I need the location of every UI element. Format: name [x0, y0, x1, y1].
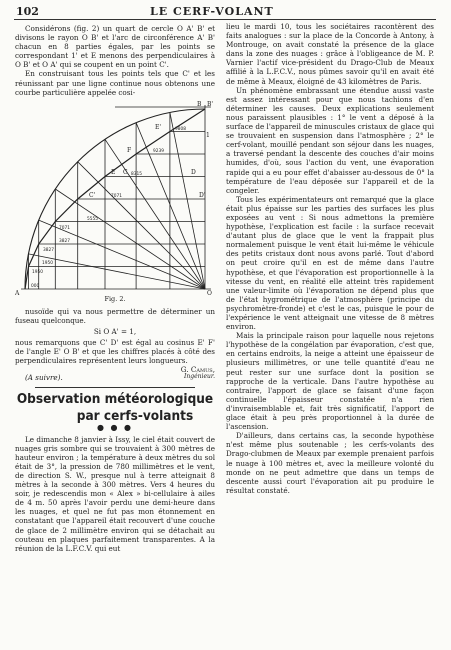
page-number: 102: [16, 5, 39, 18]
label-3827-inner: 3827: [43, 247, 54, 253]
label-1950-inner: 1950: [32, 269, 43, 275]
label-C: C: [123, 168, 128, 176]
ornament-dots: ● ● ●: [96, 422, 134, 432]
article-title-line-2: par cerfs-volants: [76, 407, 194, 424]
paragraph: lieu le mardi 10, tous les sociétaires racontèrent des faits analogues : sur la place de la Concorde à Antony, à Montrouge, on avait constaté la présence de la glace dans la zone des nuages : grâce à l'obligeance de M. P. Varnier l'actif vice-président du Drago-Club de Meaux affilié à la L.F.C.V., nous pûmes savoir qu'il en avait été de même à Meaux, éloigné de 43 kilomètres de Paris.: [226, 22, 434, 86]
label-D-prime: D': [199, 191, 206, 199]
label-8315: 8315: [131, 171, 142, 177]
label-E-prime: E': [155, 123, 162, 131]
right-column: [226, 22, 434, 495]
paragraph: Mais la principale raison pour laquelle nous rejetons l'hypothèse de la congélation par évaporation, c'est que, en certains endroits, la neige a atteint une épaisseur de plusieurs millimètres, or une telle quantité d'eau ne peut rester sur une surface dont la position se rapproche de la verticale. Dans l'autre hypothèse au contraire, l'apport de glace se faisant d'une façon continuelle l'épaisseur constatée n'a rien d'invraisemblable et, fait très significatif, l'apport de glace était à peu près proportionnel à la durée de l'ascension.: [226, 331, 434, 432]
label-7071-inner: 7071: [59, 225, 70, 231]
label-O: O: [207, 289, 212, 295]
paragraph: nous remarquons que C' D' est égal au cosinus E' F' de l'angle E' O B' et que les chiffres placés à côté des perpendiculaires représentent leurs longueurs.: [15, 338, 215, 366]
section-divider: [35, 387, 195, 388]
paragraph: nusoïde qui va nous permettre de déterminer un fuseau quelconque.: [15, 306, 215, 325]
label-B: B: [197, 100, 202, 108]
author-signature: G. Camus,: [180, 365, 215, 375]
article-title-line-1: Observation météorologique: [16, 390, 214, 407]
paragraph: Considérons (fig. 2) un quart de cercle O A' B' et divisons le rayon O B' et l'arc de circonférence A' B' chacun en 8 parties égales, par les points se correspondant 1' et E menons des perpendiculaires à O B' et O A' qui se coupent en un point C'.: [15, 24, 215, 70]
paragraph: Tous les expérimentateurs ont remarqué que la glace était plus épaisse sur les parties des surfaces les plus exposées au vent : Si nous admettons la première hypothèse, l'explication est facile : la surface recevait d'autant plus de glace que le vent la frappait plus normalement puisque le vent était lui-même le véhicule des petits cristaux dont nous avons parlé. Tout d'abord on peut croire qu'il en est de même dans l'autre hypothèse, et que l'évaporation est proportionnelle à la vitesse du vent, en réalité elle atteint très rapidement une valeur-limite où l'évaporation ne dépend plus que de l'état hygrométrique de l'atmosphère (principe du psychromètre-fronde) et c'est le cas, puisque le pour de l'expérience le vent atteignait une vitesse de 8 mètres environ.: [226, 194, 434, 332]
label-F: F: [127, 146, 132, 154]
author-title: Ingénieur.: [184, 372, 215, 380]
paragraph: En construisant tous les points tels que C' et les réunissant par une ligne continue nous obtenons une courbe particulière appelée cosi-: [15, 69, 215, 97]
journal-title: LE CERF-VOLANT: [150, 5, 274, 18]
label-E: E: [111, 168, 116, 176]
label-B-prime: B': [207, 100, 214, 108]
paragraph: Un phénomène embrassant une étendue aussi vaste est assez intéressant pour que nous tachions d'en déterminer les causes. Deux explications seulement nous paraissent plausibles : 1° le vent a déposé à la surface de l'appareil de minuscules cristaux de glace qui se trouvaient en suspension dans l'atmosphère ; 2° le cerf-volant, mouillé pendant son séjour dans les nuages, a traversé pendant la descente des couches d'air moins humides, d'où, sous l'action du vent, une évaporation rapide qui a eu pour effet d'abaisser au-dessous de 0° la température de l'eau déposée sur l'appareil et de la congeler.: [226, 85, 434, 195]
label-9239: 9239: [153, 148, 164, 154]
label-C-prime: C': [89, 191, 96, 199]
to-be-continued: (A suivre).: [25, 372, 63, 382]
label-9808: 9808: [175, 126, 186, 132]
label-1: 1: [206, 131, 210, 139]
label-5555: 5555: [87, 216, 98, 222]
figure-2: [15, 99, 215, 295]
paragraph: Le dimanche 8 janvier à Issy, le ciel était couvert de nuages gris sombre qui se trouvaient à 300 mètres de hauteur environ ; la température à deux mètres du sol était de 3°, la pression de 780 millimètres et le vent, de direction S. W., presque nul à terre atteignait 8 mètres à la seconde à 300 mètres. Vers 4 heures du soir, je redescendis mon « Alex » bi-cellulaire à ailes de 4 m. 50 après l'avoir perdu une demi-heure dans les nuages, et quel ne fut pas mon étonnement en constatant que l'appareil était recouvert d'une couche de glace de 2 millimètre environ qui se détachait au couteau en plaques parfaitement transparentes. A la réunion de la L.F.C.V. qui eut: [15, 434, 215, 553]
header-rule: [14, 19, 436, 20]
label-3827: 3827: [59, 238, 70, 244]
left-column: [15, 24, 215, 553]
label-1950: 1950: [42, 260, 53, 266]
label-000: 000: [31, 283, 40, 289]
figure-caption: Fig. 2.: [104, 294, 126, 303]
label-A: A: [15, 289, 20, 295]
paragraph: D'ailleurs, dans certains cas, la seconde hypothèse n'est même plus soutenable ; les cerfs-volants des Drago-clubmen de Meaux par exemple prenaient parfois le nuage à 100 mètres et, avec la meilleure volonté du monde on ne peut admettre que dans un temps de descente aussi court l'évaporation ait pu produire le résultat constaté.: [226, 431, 434, 495]
label-7071: 7071: [111, 193, 122, 199]
cosinusoid-diagram: [15, 99, 215, 295]
label-D: D: [191, 168, 196, 176]
equation: Si O A' = 1,: [93, 327, 137, 337]
